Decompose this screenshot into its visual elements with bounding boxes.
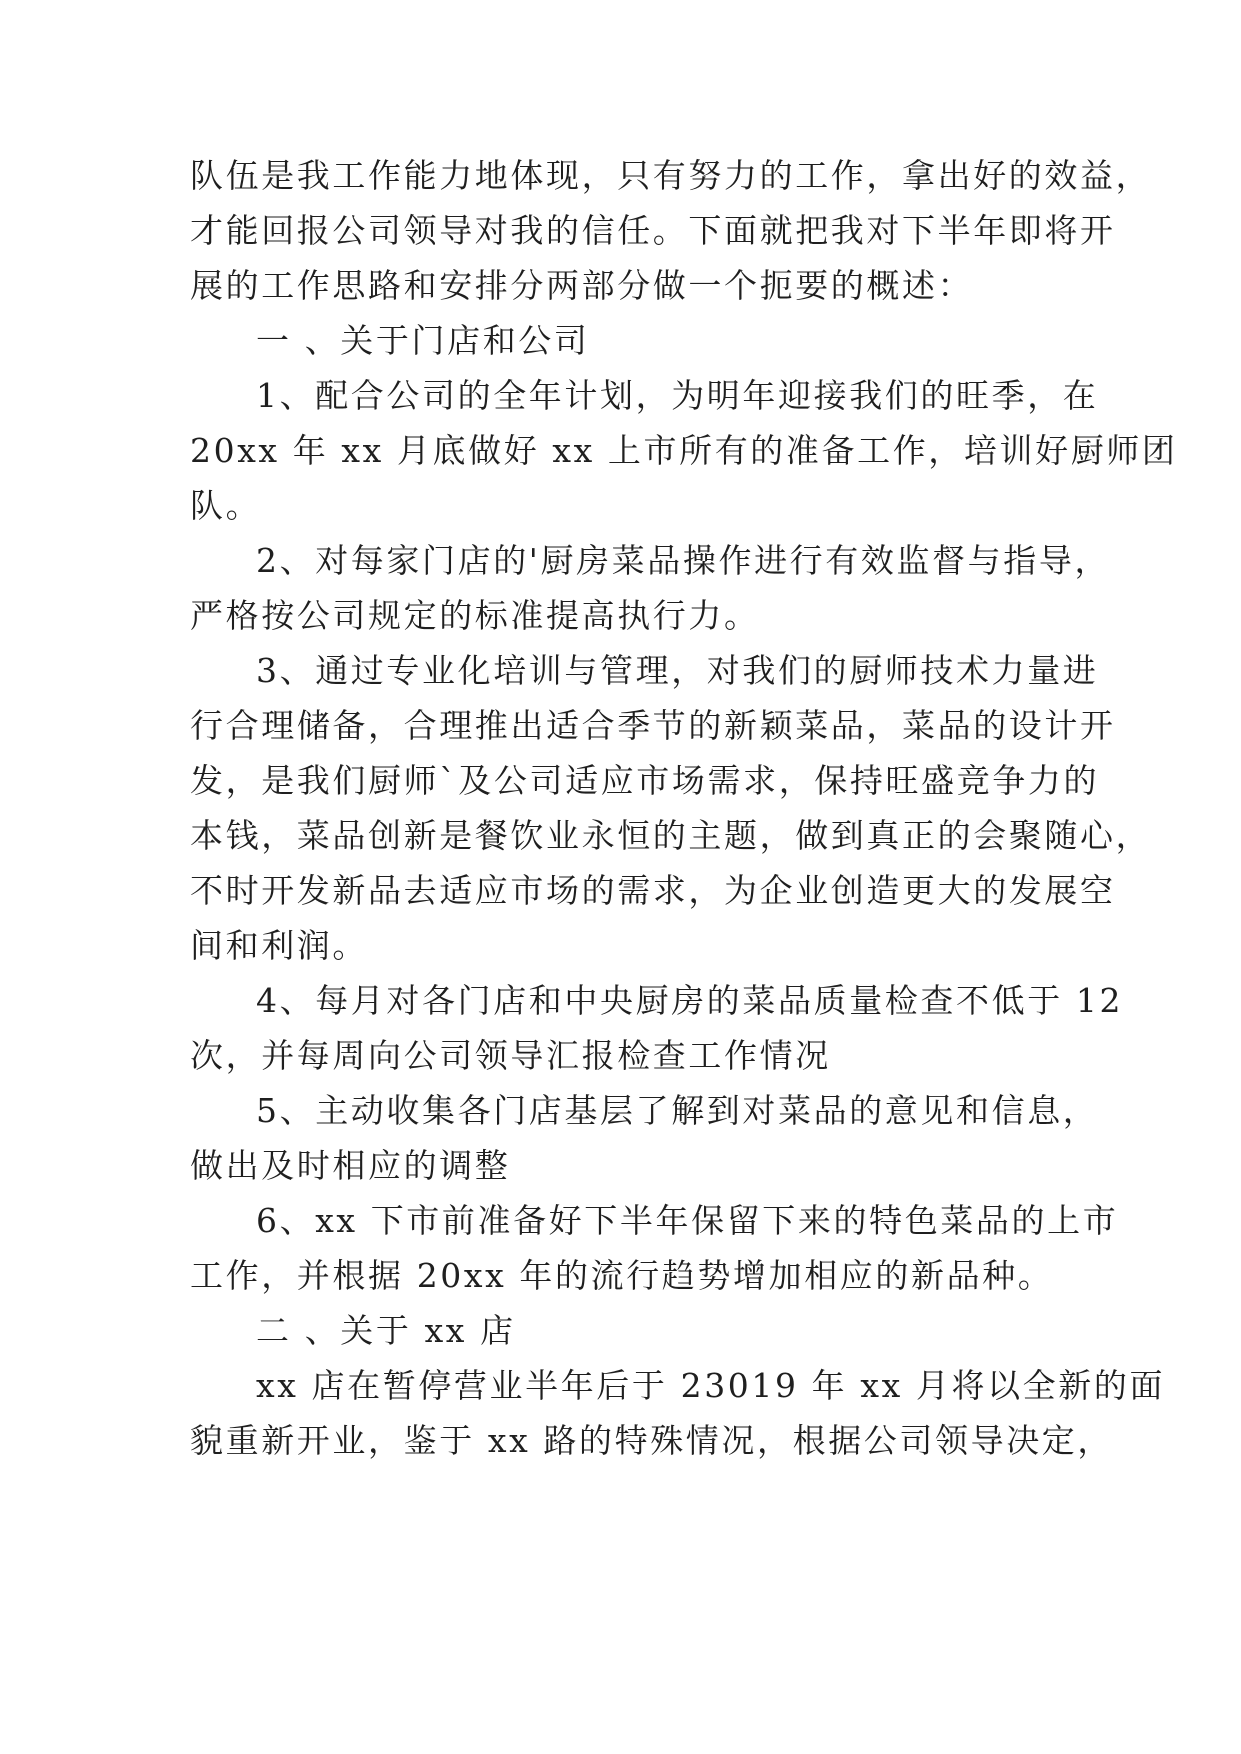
list-item-3-line: 间和利润。 [190, 926, 368, 965]
document-body [190, 148, 1178, 1468]
list-item-4-line: 4、每月对各门店和中央厨房的菜品质量检查不低于 12 [256, 981, 1124, 1020]
list-item-6-line: 6、xx 下市前准备好下半年保留下来的特色菜品的上市 [256, 1201, 1119, 1240]
list-item-3-line: 不时开发新品去适应市场的需求，为企业创造更大的发展空 [190, 871, 1116, 910]
list-item-4-line: 次，并每周向公司领导汇报检查工作情况 [190, 1036, 831, 1075]
body-text-line: 队伍是我工作能力地体现，只有努力的工作，拿出好的效益， [190, 156, 1152, 195]
list-item-6-line: 工作，并根据 20xx 年的流行趋势增加相应的新品种。 [190, 1256, 1054, 1295]
list-item-3-line: 发，是我们厨师`及公司适应市场需求，保持旺盛竞争力的 [190, 761, 1100, 800]
list-item-3-line: 3、通过专业化培训与管理，对我们的厨师技术力量进 [256, 651, 1099, 690]
section-heading: 一 、关于门店和公司 [256, 321, 590, 360]
list-item-1-line: 20xx 年 xx 月底做好 xx 上市所有的准备工作，培训好厨师团 [190, 431, 1178, 470]
list-item-3-line: 行合理储备，合理推出适合季节的新颖菜品，菜品的设计开 [190, 706, 1116, 745]
section-heading: 二 、关于 xx 店 [256, 1311, 516, 1350]
list-item-2-line: 严格按公司规定的标准提高执行力。 [190, 596, 760, 635]
list-item-5-line: 做出及时相应的调整 [190, 1146, 511, 1185]
list-item-3-line: 本钱，菜品创新是餐饮业永恒的主题，做到真正的会聚随心， [190, 816, 1152, 855]
body-text-line: 展的工作思路和安排分两部分做一个扼要的概述： [190, 266, 974, 305]
list-item-2-line: 2、对每家门店的'厨房菜品操作进行有效监督与指导， [256, 541, 1111, 580]
paragraph-line: xx 店在暂停营业半年后于 23019 年 xx 月将以全新的面 [256, 1366, 1166, 1405]
paragraph-line: 貌重新开业，鉴于 xx 路的特殊情况，根据公司领导决定， [190, 1421, 1114, 1460]
list-item-1-line: 队。 [190, 486, 262, 525]
list-item-1-line: 1、配合公司的全年计划，为明年迎接我们的旺季，在 [256, 376, 1099, 415]
body-text-line: 才能回报公司领导对我的信任。下面就把我对下半年即将开 [190, 211, 1116, 250]
list-item-5-line: 5、主动收集各门店基层了解到对菜品的意见和信息， [256, 1091, 1099, 1130]
